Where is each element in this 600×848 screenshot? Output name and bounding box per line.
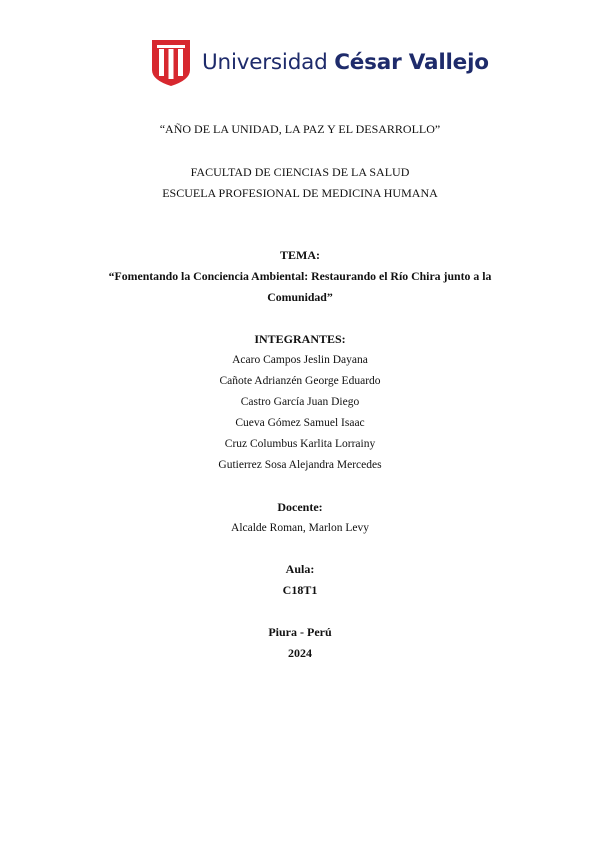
university-logo <box>152 40 489 86</box>
topic-label: TEMA: <box>280 248 320 262</box>
university-name <box>202 40 489 86</box>
year-motto: “AÑO DE LA UNIDAD, LA PAZ Y EL DESARROLLO” <box>159 122 441 136</box>
faculty-name: FACULTAD DE CIENCIAS DE LA SALUD <box>190 165 410 179</box>
place: Piura - Perú <box>268 625 332 639</box>
classroom-value: C18T1 <box>282 583 318 597</box>
university-shield-icon <box>152 40 190 86</box>
member-name: Cañote Adrianzén George Eduardo <box>219 375 381 387</box>
member-name: Castro García Juan Diego <box>240 396 360 408</box>
member-name: Acaro Campos Jeslin Dayana <box>232 354 368 366</box>
teacher-name: Alcalde Roman, Marlon Levy <box>231 522 369 534</box>
members-label: INTEGRANTES: <box>254 332 346 346</box>
topic-title-line-2: Comunidad” <box>267 290 333 304</box>
university-name-bold: César Vallejo <box>334 50 489 75</box>
year: 2024 <box>288 646 312 660</box>
school-name: ESCUELA PROFESIONAL DE MEDICINA HUMANA <box>162 186 438 200</box>
member-name: Cueva Gómez Samuel Isaac <box>235 417 365 429</box>
topic-title-line-1: “Fomentando la Conciencia Ambiental: Restaurando el Río Chira junto a la <box>108 269 492 283</box>
member-name: Gutierrez Sosa Alejandra Mercedes <box>218 459 382 471</box>
teacher-label: Docente: <box>277 500 323 514</box>
classroom-label: Aula: <box>285 562 315 576</box>
member-name: Cruz Columbus Karlita Lorrainy <box>224 438 376 450</box>
university-name-regular: Universidad <box>202 50 335 75</box>
